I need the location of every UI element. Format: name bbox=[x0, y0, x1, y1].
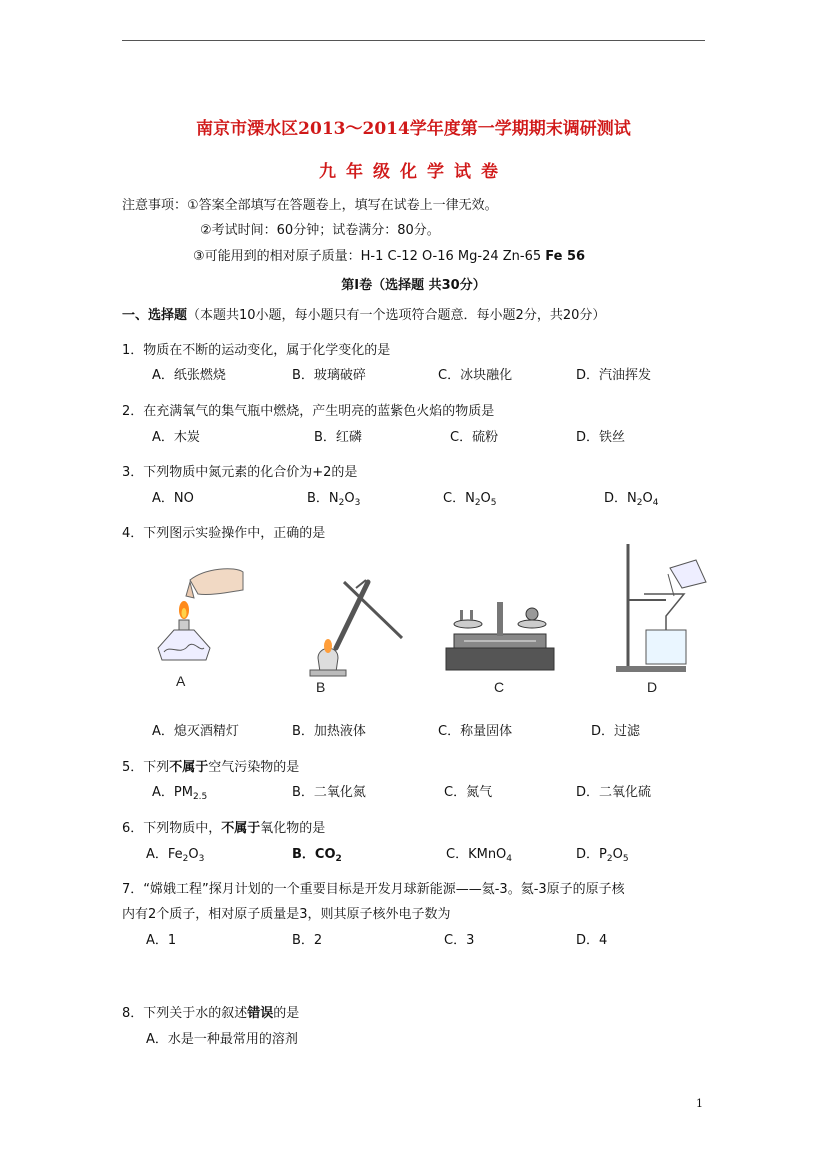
figure-c-label: C bbox=[494, 679, 505, 695]
question-3-stem: 3．下列物质中氮元素的化合价为+2的是 bbox=[122, 465, 358, 480]
q5-option-b: B．二氧化氮 bbox=[292, 785, 366, 800]
notes-label: 注意事项： bbox=[122, 198, 188, 213]
q6-option-a-text: A．Fe bbox=[146, 847, 183, 862]
q5-option-c: C．氮气 bbox=[444, 785, 493, 800]
q3-d-sub1: 2 bbox=[636, 498, 643, 508]
q6-option-b bbox=[292, 843, 342, 864]
q6-option-d-text: D．P bbox=[576, 847, 607, 862]
figure-b-heating-liquid bbox=[296, 572, 406, 682]
q4-option-d: D．过滤 bbox=[591, 724, 641, 739]
question-7-stem-line-2: 内有2个质子，相对原子质量是3，则其原子核外电子数为 bbox=[122, 907, 451, 922]
q1-option-b: B．玻璃破碎 bbox=[292, 368, 366, 383]
section-heading bbox=[122, 304, 605, 323]
q6-option-d: D．$P_2O_5$ bbox=[576, 847, 629, 864]
q6-option-c-text: C．KMnO bbox=[446, 847, 507, 862]
question-5-stem bbox=[122, 756, 299, 775]
note-2: ②考试时间：60分钟；试卷满分：80分。 bbox=[200, 223, 440, 238]
q6-c-sub: 4 bbox=[506, 854, 513, 864]
q1-option-a: A．纸张燃烧 bbox=[152, 368, 226, 383]
q7-option-a: A．1 bbox=[146, 933, 177, 948]
q3-option-c-text: C．N bbox=[443, 491, 475, 506]
q8-stem-pre: 8．下列关于水的叙述 bbox=[122, 1006, 248, 1021]
q2-option-c: C．硫粉 bbox=[450, 430, 499, 445]
q3-d-sub2: 4 bbox=[652, 498, 659, 508]
figure-d-label: D bbox=[647, 679, 658, 695]
exam-subtitle: 九年级化学试卷 bbox=[319, 162, 508, 182]
part1-heading: 第Ⅰ卷（选择题 共30分） bbox=[341, 278, 486, 293]
q3-option-c bbox=[443, 487, 497, 508]
q6-stem-pre: 6．下列物质中， bbox=[122, 821, 222, 836]
note-3: ③可能用到的相对原子质量：H-1 C-12 O-16 Mg-24 Zn-65 bbox=[193, 249, 546, 264]
q8-option-a: A．水是一种最常用的溶剂 bbox=[146, 1032, 298, 1047]
q3-option-b-text: B．N bbox=[307, 491, 339, 506]
note-3-bold: Fe 56 bbox=[545, 249, 586, 264]
q2-option-b: B．红磷 bbox=[314, 430, 362, 445]
q6-option-b-text: B．CO bbox=[292, 847, 336, 862]
q5-pm-sub: 2.5 bbox=[192, 792, 208, 802]
q1-option-c: C．冰块融化 bbox=[438, 368, 513, 383]
question-6-stem bbox=[122, 817, 325, 836]
q4-option-a: A．熄灭酒精灯 bbox=[152, 724, 239, 739]
q1-option-d: D．汽油挥发 bbox=[576, 368, 652, 383]
q4-option-c: C．称量固体 bbox=[438, 724, 513, 739]
q3-option-d-text: D．N bbox=[604, 491, 637, 506]
section-label: 一、选择题 bbox=[122, 308, 188, 323]
q3-c-o: O bbox=[480, 491, 491, 506]
q3-b-o: O bbox=[344, 491, 355, 506]
q3-option-a-text: A．NO bbox=[152, 491, 194, 506]
figure-d-filtration bbox=[610, 542, 710, 676]
note-1: ①答案全部填写在答题卷上，填写在试卷上一律无效。 bbox=[187, 198, 498, 213]
figure-a-label: A bbox=[176, 673, 186, 689]
q7-option-d: D．4 bbox=[576, 933, 608, 948]
q6-a-sub1: 2 bbox=[182, 854, 189, 864]
question-7-stem-line-1: 7．“嫦娥工程”探月计划的一个重要目标是开发月球新能源——氦-3。氦-3原子的原子核 bbox=[122, 882, 625, 897]
q6-option-c bbox=[446, 843, 512, 864]
q3-d-o: O bbox=[642, 491, 653, 506]
question-8-stem bbox=[122, 1002, 299, 1021]
notes-line-3 bbox=[193, 245, 585, 264]
q5-stem-bold: 不属于 bbox=[169, 760, 209, 775]
section-desc: （本题共10小题，每小题只有一个选项符合题意．每小题2分，共20分） bbox=[187, 308, 606, 323]
q6-d-sub2: 5 bbox=[622, 854, 629, 864]
q7-option-c: C．3 bbox=[444, 933, 475, 948]
page-number: 1 bbox=[696, 1097, 703, 1110]
q5-stem-post: 空气污染物的是 bbox=[208, 760, 300, 775]
q6-b-sub: 2 bbox=[335, 854, 342, 864]
figure-c-balance bbox=[440, 596, 560, 676]
question-1-stem: 1．物质在不断的运动变化，属于化学变化的是 bbox=[122, 343, 391, 358]
q3-option-b bbox=[307, 487, 360, 508]
question-2-stem: 2．在充满氧气的集气瓶中燃烧，产生明亮的蓝紫色火焰的物质是 bbox=[122, 404, 495, 419]
figure-b-label: B bbox=[316, 679, 326, 695]
q6-stem-post: 氧化物的是 bbox=[260, 821, 326, 836]
q3-option-d bbox=[604, 487, 658, 508]
q3-option-a bbox=[152, 487, 194, 506]
header-rule bbox=[122, 40, 705, 41]
q3-b-sub1: 2 bbox=[338, 498, 345, 508]
q3-c-sub2: 5 bbox=[490, 498, 497, 508]
q3-c-sub1: 2 bbox=[474, 498, 481, 508]
q4-option-b: B．加热液体 bbox=[292, 724, 366, 739]
q3-b-sub2: 3 bbox=[354, 498, 361, 508]
q7-option-b: B．2 bbox=[292, 933, 323, 948]
q5-option-d: D．二氧化硫 bbox=[576, 785, 652, 800]
exam-title: 南京市溧水区2013～2014学年度第一学期期末调研测试 bbox=[196, 119, 631, 139]
q5-option-a-text: A．PM bbox=[152, 785, 193, 800]
q5-option-a bbox=[152, 781, 207, 802]
q8-stem-bold: 错误 bbox=[247, 1006, 274, 1021]
q5-stem-pre: 5．下列 bbox=[122, 760, 170, 775]
q6-option-a: A．$Fe_2O_3$ bbox=[146, 847, 205, 864]
q2-option-a: A．木炭 bbox=[152, 430, 200, 445]
figure-a-alcohol-lamp bbox=[150, 560, 250, 670]
q6-stem-bold: 不属于 bbox=[221, 821, 261, 836]
q2-option-d: D．铁丝 bbox=[576, 430, 626, 445]
q6-a-sub2: 3 bbox=[198, 854, 205, 864]
notes-line-1 bbox=[122, 194, 498, 213]
q6-d-sub1: 2 bbox=[606, 854, 613, 864]
question-4-stem: 4．下列图示实验操作中，正确的是 bbox=[122, 526, 326, 541]
q8-stem-post: 的是 bbox=[273, 1006, 300, 1021]
